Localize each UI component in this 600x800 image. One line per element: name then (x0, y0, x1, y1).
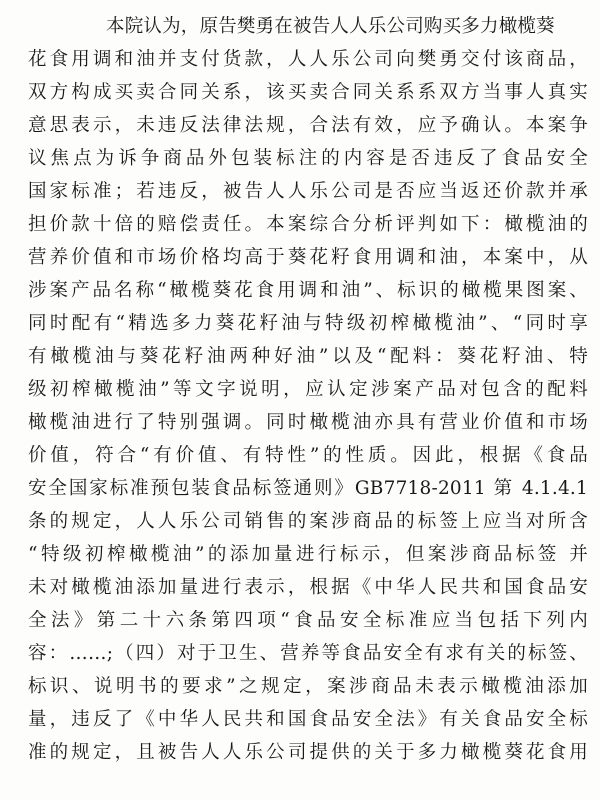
text-line: 安全国家标准预包装食品标签通则》GB7718-2011 第 4.1.4.1 (28, 478, 588, 499)
text-line: 双方构成买卖合同关系，该买卖合同关系系双方当事人真实 (28, 82, 588, 103)
text-line: 有橄榄油与葵花籽油两种好油”以及“配料：葵花籽油、特 (28, 346, 588, 367)
text-line: 同时配有“精选多力葵花籽油与特级初榨橄榄油”、“同时享 (28, 313, 588, 334)
text-line: 议焦点为诉争商品外包装标注的内容是否违反了食品安全 (28, 148, 588, 169)
text-line: 全法》第二十六条第四项“食品安全标准应当包括下列内 (28, 610, 588, 631)
text-line: 担价款十倍的赔偿责任。本案综合分析评判如下：橄榄油的 (28, 214, 588, 235)
text-line: 本院认为，原告樊勇在被告人人乐公司购买多力橄榄葵 (106, 16, 555, 37)
text-line: 容：……;（四）对于卫生、营养等食品安全有求有关的标签、 (28, 643, 588, 664)
text-line: 未对橄榄油添加量进行表示，根据《中华人民共和国食品安 (28, 577, 588, 598)
text-line: 花食用调和油并支付货款，人人乐公司向樊勇交付该商品， (28, 49, 588, 70)
text-line: 涉案产品名称“橄榄葵花食用调和油”、标识的橄榄果图案、 (28, 280, 588, 301)
text-line: 量，违反了《中华人民共和国食品安全法》有关食品安全标 (28, 709, 588, 730)
text-line: 价值，符合“有价值、有特性”的性质。因此，根据《食品 (28, 445, 588, 466)
text-line: 国家标准；若违反，被告人人乐公司是否应当返还价款并承 (28, 181, 588, 202)
text-line: 营养价值和市场价格均高于葵花籽食用调和油，本案中，从 (28, 247, 588, 268)
text-line: 标识、说明书的要求”之规定，案涉商品未表示橄榄油添加 (28, 676, 588, 697)
text-line: 意思表示，未违反法律法规，合法有效，应予确认。本案争 (28, 115, 588, 136)
text-line: 级初榨橄榄油”等文字说明，应认定涉案产品对包含的配料 (28, 379, 588, 400)
text-line: “特级初榨橄榄油”的添加量进行标示，但案涉商品标签 并 (28, 544, 588, 565)
judgment-paragraph (28, 10, 588, 769)
text-line: 橄榄油进行了特别强调。同时橄榄油亦具有营业价值和市场 (28, 412, 588, 433)
text-line: 条的规定，人人乐公司销售的案涉商品的标签上应当对所含 (28, 511, 588, 532)
text-line: 准的规定，且被告人人乐公司提供的关于多力橄榄葵花食用 (28, 742, 588, 763)
